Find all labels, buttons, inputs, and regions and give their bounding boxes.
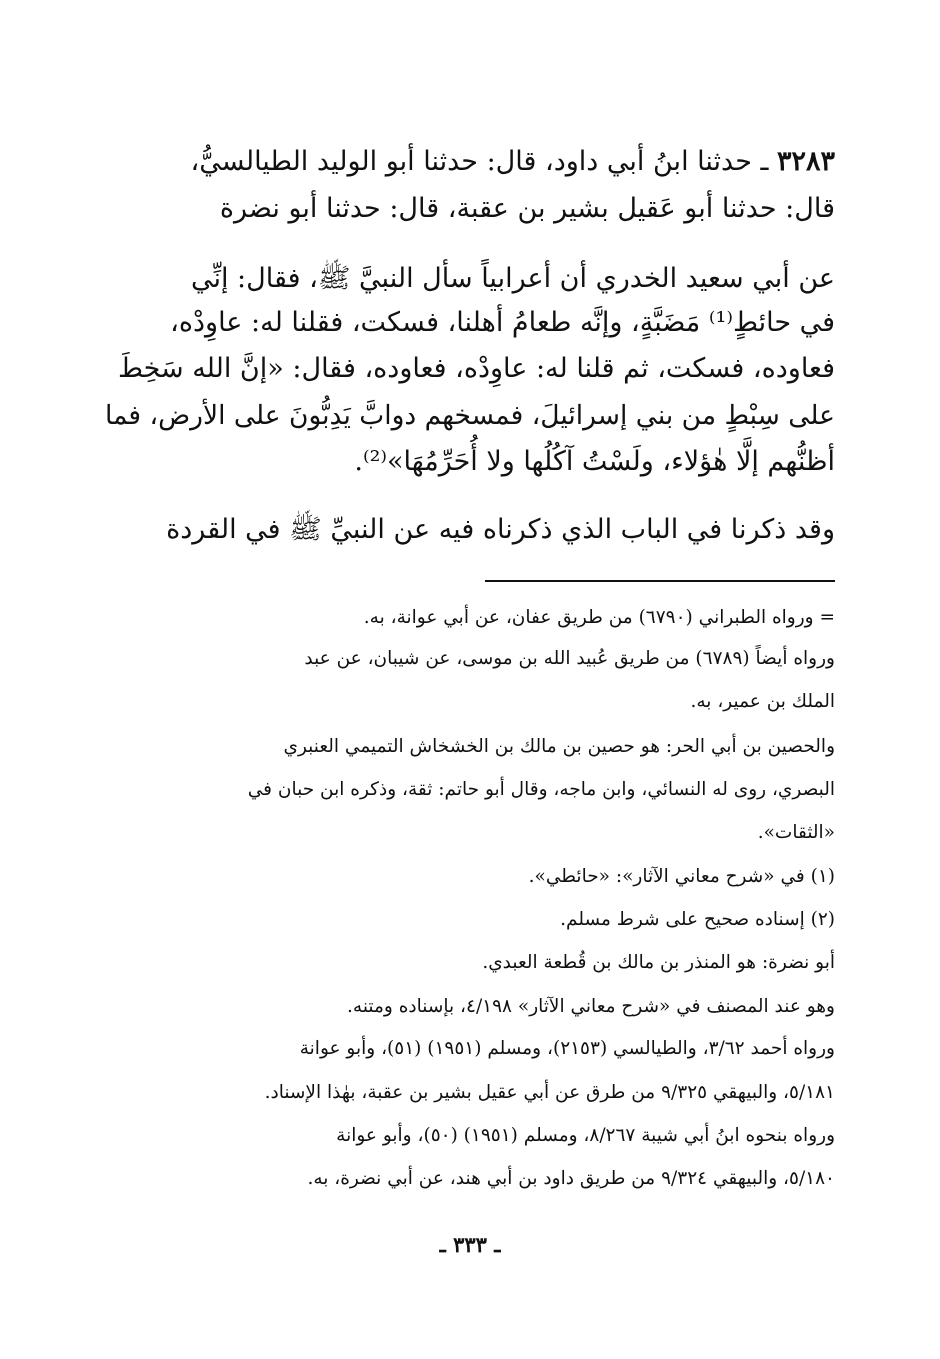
body-paragraph-line: وقد ذكرنا في الباب الذي ذكرناه فيه عن النبيِّ ﷺ في القردة xyxy=(166,514,835,545)
footnote-line: «الثقات». xyxy=(757,822,835,843)
footnote-line: والحصين بن أبي الحر: هو حصين بن مالك بن الخشخاش التميمي العنبري xyxy=(283,736,835,757)
footnote-separator xyxy=(485,580,835,582)
footnote-line: ٥/١٨١، والبيهقي ٩/٣٢٥ من طرق عن أبي عقيل بشير بن عقبة، بهٰذا الإسناد. xyxy=(264,1082,835,1103)
matn-line-2: في حائطٍ⁽¹⁾ مَضَبَّةٍ، وإنَّه طعامُ أهلنا، فسكت، فقلنا له: عاوِدْه، xyxy=(170,307,835,338)
matn-line-4: على سِبْطٍ من بني إسرائيلَ، فمسخهم دوابَّ يَدِبُّونَ على الأرض، فما xyxy=(105,400,835,431)
hadith-opening-line xyxy=(191,146,835,177)
footnote-line: ٥/١٨٠، والبيهقي ٩/٣٢٤ من طريق داود بن أبي هند، عن أبي نضرة، به. xyxy=(307,1168,835,1189)
footnote-1: (١) في «شرح معاني الآثار»: «حائطي». xyxy=(528,866,835,887)
footnote-line: أبو نضرة: هو المنذر بن مالك بن قُطعة العبدي. xyxy=(482,952,835,973)
footnote-line: ورواه أيضاً (٦٧٨٩) من طريق عُبيد الله بن موسى، عن شيبان، عن عبد xyxy=(304,648,835,669)
footnote-line: الملك بن عمير، به. xyxy=(690,691,835,712)
footnote-line: وهو عند المصنف في «شرح معاني الآثار» ٤/١٩٨، بإسناده ومتنه. xyxy=(347,996,835,1017)
footnote-2: (٢) إسناده صحيح على شرط مسلم. xyxy=(560,909,835,930)
matn-line-3: فعاوده، فسكت، ثم قلنا له: عاوِدْه، فعاوده، فقال: «إنَّ الله سَخِطَ xyxy=(117,353,835,384)
hadith-number: ٣٢٨٣ xyxy=(776,146,835,177)
page-number: ـ ٣٣٣ ـ xyxy=(439,1232,501,1257)
isnad-line-2: قال: حدثنا أبو عَقيل بشير بن عقبة، قال: حدثنا أبو نضرة xyxy=(219,193,835,224)
footnote-line: ورواه أحمد ٣/٦٢، والطيالسي (٢١٥٣)، ومسلم (١٩٥١) (٥١)، وأبو عوانة xyxy=(299,1038,835,1059)
matn-line-5: أظنُّهم إلَّا هٰؤلاء، ولَسْتُ آكُلُها ولا أُحَرِّمُهَا»⁽²⁾. xyxy=(354,446,835,477)
footnote-line: ورواه بنحوه ابنُ أبي شيبة ٨/٢٦٧، ومسلم (١٩٥١) (٥٠)، وأبو عوانة xyxy=(336,1125,835,1146)
footnote-line: البصري، روى له النسائي، وابن ماجه، وقال أبو حاتم: ثقة، وذكره ابن حبان في xyxy=(247,779,835,800)
isnad-text: ـ حدثنا ابنُ أبي داود، قال: حدثنا أبو الوليد الطيالسيُّ، xyxy=(190,146,777,177)
footnote-line: = ورواه الطبراني (٦٧٩٠) من طريق عفان، عن أبي عوانة، به. xyxy=(363,607,835,628)
matn-line-1: عن أبي سعيد الخدري أن أعرابياً سأل النبيَّ ﷺ، فقال: إنِّي xyxy=(190,263,835,294)
